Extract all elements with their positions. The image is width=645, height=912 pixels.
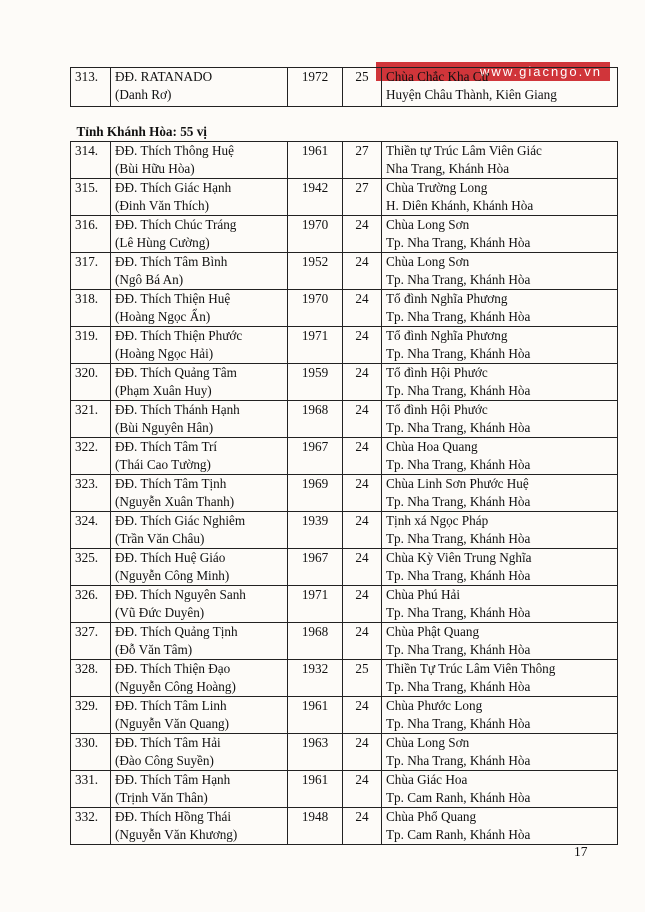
temple-name: Chùa Hoa Quang <box>386 439 478 454</box>
location-name: Tp. Nha Trang, Khánh Hòa <box>386 420 531 435</box>
monk-name: ĐĐ. RATANADO <box>115 69 213 84</box>
age-value: 27 <box>343 142 382 179</box>
birth-year: 1963 <box>288 734 343 771</box>
location-name: Tp. Nha Trang, Khánh Hòa <box>386 531 531 546</box>
monk-name: ĐĐ. Thích Hồng Thái <box>115 809 231 824</box>
location-name: Tp. Nha Trang, Khánh Hòa <box>386 346 531 361</box>
row-place-cell <box>382 401 618 438</box>
lay-name: (Phạm Xuân Huy) <box>115 383 212 398</box>
location-name: Tp. Nha Trang, Khánh Hòa <box>386 716 531 731</box>
row-name-cell <box>111 697 288 734</box>
birth-year: 1942 <box>288 179 343 216</box>
monk-name: ĐĐ. Thích Huệ Giáo <box>115 550 226 565</box>
row-name-cell <box>111 623 288 660</box>
birth-year: 1952 <box>288 253 343 290</box>
row-number: 320. <box>71 364 111 401</box>
age-value: 27 <box>343 179 382 216</box>
row-number: 314. <box>71 142 111 179</box>
table-row <box>71 808 618 845</box>
row-name-cell <box>111 401 288 438</box>
lay-name: (Thái Cao Tường) <box>115 457 211 472</box>
table-row <box>71 401 618 438</box>
lay-name: (Hoàng Ngọc Ẩn) <box>115 309 211 324</box>
temple-name: Thiền Tự Trúc Lâm Viên Thông <box>386 661 556 676</box>
row-place-cell <box>382 734 618 771</box>
table-row <box>71 771 618 808</box>
age-value: 24 <box>343 771 382 808</box>
lay-name: (Hoàng Ngọc Hải) <box>115 346 214 361</box>
temple-name: Tổ đình Nghĩa Phương <box>386 328 508 343</box>
lay-name: (Vũ Đức Duyên) <box>115 605 205 620</box>
lay-name: (Nguyễn Công Hoàng) <box>115 679 236 694</box>
row-number: 321. <box>71 401 111 438</box>
age-value: 24 <box>343 216 382 253</box>
row-number: 330. <box>71 734 111 771</box>
row-name-cell <box>111 475 288 512</box>
row-name-cell <box>111 808 288 845</box>
table-row <box>71 216 618 253</box>
row-number: 322. <box>71 438 111 475</box>
birth-year: 1939 <box>288 512 343 549</box>
birth-year: 1970 <box>288 290 343 327</box>
table-row <box>71 586 618 623</box>
row-place-cell <box>382 327 618 364</box>
birth-year: 1932 <box>288 660 343 697</box>
table-row <box>71 549 618 586</box>
row-number: 318. <box>71 290 111 327</box>
table-row <box>71 290 618 327</box>
lay-name: (Bùi Hữu Hòa) <box>115 161 195 176</box>
row-name-cell <box>111 216 288 253</box>
table-row <box>71 253 618 290</box>
row-number: 326. <box>71 586 111 623</box>
location-name: Tp. Nha Trang, Khánh Hòa <box>386 753 531 768</box>
lay-name: (Đỗ Văn Tâm) <box>115 642 193 657</box>
location-name: Tp. Nha Trang, Khánh Hòa <box>386 309 531 324</box>
monk-name: ĐĐ. Thích Thiện Phước <box>115 328 243 343</box>
lay-name: (Lê Hùng Cường) <box>115 235 210 250</box>
temple-name: Chùa Chắc Kha Cư <box>386 69 489 84</box>
table-row <box>71 660 618 697</box>
location-name: Tp. Cam Ranh, Khánh Hòa <box>386 827 531 842</box>
monk-name: ĐĐ. Thích Giác Nghiêm <box>115 513 246 528</box>
monk-name: ĐĐ. Thích Thiện Huệ <box>115 291 231 306</box>
row-name-cell <box>111 142 288 179</box>
location-name: Tp. Nha Trang, Khánh Hòa <box>386 605 531 620</box>
section-header-row <box>71 107 618 142</box>
monk-name: ĐĐ. Thích Chúc Tráng <box>115 217 237 232</box>
row-number: 331. <box>71 771 111 808</box>
birth-year: 1972 <box>288 68 343 107</box>
row-place-cell <box>382 290 618 327</box>
birth-year: 1967 <box>288 438 343 475</box>
temple-name: Chùa Long Sơn <box>386 217 470 232</box>
temple-name: Tổ đình Hội Phước <box>386 402 488 417</box>
row-number: 332. <box>71 808 111 845</box>
age-value: 24 <box>343 401 382 438</box>
row-name-cell <box>111 734 288 771</box>
temple-name: Chùa Phú Hải <box>386 587 460 602</box>
temple-name: Chùa Linh Sơn Phước Huệ <box>386 476 529 491</box>
temple-name: Chùa Phổ Quang <box>386 809 477 824</box>
temple-name: Tổ đình Hội Phước <box>386 365 488 380</box>
row-name-cell <box>111 512 288 549</box>
lay-name: (Danh Rơ) <box>115 87 172 102</box>
monk-name: ĐĐ. Thích Giác Hạnh <box>115 180 232 195</box>
birth-year: 1971 <box>288 586 343 623</box>
row-place-cell <box>382 216 618 253</box>
row-name-cell <box>111 179 288 216</box>
age-value: 24 <box>343 327 382 364</box>
lay-name: (Ngô Bá An) <box>115 272 184 287</box>
location-name: Tp. Nha Trang, Khánh Hòa <box>386 494 531 509</box>
monk-name: ĐĐ. Thích Tâm Bình <box>115 254 228 269</box>
page-number: 17 <box>574 844 588 859</box>
table-row <box>71 475 618 512</box>
age-value: 25 <box>343 68 382 107</box>
row-place-cell <box>382 253 618 290</box>
row-place-cell <box>382 179 618 216</box>
monk-name: ĐĐ. Thích Tâm Linh <box>115 698 227 713</box>
temple-name: Thiền tự Trúc Lâm Viên Giác <box>386 143 542 158</box>
table-row <box>71 68 618 107</box>
location-name: Nha Trang, Khánh Hòa <box>386 161 510 176</box>
row-place-cell <box>382 68 618 107</box>
monk-name: ĐĐ. Thích Tâm Hải <box>115 735 221 750</box>
birth-year: 1959 <box>288 364 343 401</box>
location-name: Tp. Nha Trang, Khánh Hòa <box>386 457 531 472</box>
birth-year: 1961 <box>288 697 343 734</box>
age-value: 24 <box>343 512 382 549</box>
row-place-cell <box>382 808 618 845</box>
row-place-cell <box>382 512 618 549</box>
location-name: Tp. Nha Trang, Khánh Hòa <box>386 383 531 398</box>
row-place-cell <box>382 438 618 475</box>
temple-name: Chùa Phật Quang <box>386 624 480 639</box>
row-name-cell <box>111 771 288 808</box>
age-value: 24 <box>343 586 382 623</box>
row-number: 316. <box>71 216 111 253</box>
row-number: 317. <box>71 253 111 290</box>
monk-name: ĐĐ. Thích Quảng Tịnh <box>115 624 238 639</box>
row-name-cell <box>111 253 288 290</box>
row-name-cell <box>111 290 288 327</box>
monk-name: ĐĐ. Thích Tâm Hạnh <box>115 772 231 787</box>
age-value: 24 <box>343 475 382 512</box>
row-number: 313. <box>71 68 111 107</box>
location-name: Tp. Nha Trang, Khánh Hòa <box>386 235 531 250</box>
location-name: Tp. Cam Ranh, Khánh Hòa <box>386 790 531 805</box>
table-row <box>71 364 618 401</box>
row-place-cell <box>382 660 618 697</box>
age-value: 24 <box>343 253 382 290</box>
table-row <box>71 179 618 216</box>
row-place-cell <box>382 475 618 512</box>
row-number: 324. <box>71 512 111 549</box>
temple-name: Tổ đình Nghĩa Phương <box>386 291 508 306</box>
row-name-cell <box>111 327 288 364</box>
table-row <box>71 623 618 660</box>
monk-name: ĐĐ. Thích Quảng Tâm <box>115 365 237 380</box>
temple-name: Tịnh xá Ngọc Pháp <box>386 513 489 528</box>
birth-year: 1961 <box>288 142 343 179</box>
monks-table <box>70 67 618 845</box>
row-name-cell <box>111 586 288 623</box>
table-row <box>71 697 618 734</box>
table-row <box>71 512 618 549</box>
row-name-cell <box>111 364 288 401</box>
row-number: 329. <box>71 697 111 734</box>
row-place-cell <box>382 623 618 660</box>
birth-year: 1961 <box>288 771 343 808</box>
temple-name: Chùa Giác Hoa <box>386 772 468 787</box>
lay-name: (Nguyễn Văn Quang) <box>115 716 230 731</box>
lay-name: (Nguyễn Công Minh) <box>115 568 230 583</box>
row-name-cell <box>111 68 288 107</box>
age-value: 24 <box>343 364 382 401</box>
location-name: Tp. Nha Trang, Khánh Hòa <box>386 679 531 694</box>
age-value: 24 <box>343 623 382 660</box>
table-row <box>71 734 618 771</box>
location-name: Tp. Nha Trang, Khánh Hòa <box>386 642 531 657</box>
row-number: 325. <box>71 549 111 586</box>
birth-year: 1969 <box>288 475 343 512</box>
birth-year: 1967 <box>288 549 343 586</box>
monk-name: ĐĐ. Thích Tâm Tịnh <box>115 476 227 491</box>
temple-name: Chùa Phước Long <box>386 698 483 713</box>
monk-name: ĐĐ. Thích Thông Huệ <box>115 143 234 158</box>
lay-name: (Bùi Nguyên Hân) <box>115 420 214 435</box>
location-name: Huyện Châu Thành, Kiên Giang <box>386 87 557 102</box>
birth-year: 1968 <box>288 623 343 660</box>
row-place-cell <box>382 142 618 179</box>
watermark-logo: www.giacngo.vn <box>376 62 610 81</box>
age-value: 24 <box>343 734 382 771</box>
row-number: 319. <box>71 327 111 364</box>
row-name-cell <box>111 438 288 475</box>
temple-name: Chùa Long Sơn <box>386 735 470 750</box>
lay-name: (Đào Công Suyền) <box>115 753 214 768</box>
table-row <box>71 142 618 179</box>
lay-name: (Nguyễn Văn Khương) <box>115 827 238 842</box>
lay-name: (Nguyễn Xuân Thanh) <box>115 494 235 509</box>
lay-name: (Đinh Văn Thích) <box>115 198 210 213</box>
monk-name: ĐĐ. Thích Thiện Đạo <box>115 661 231 676</box>
age-value: 24 <box>343 290 382 327</box>
location-name: H. Diên Khánh, Khánh Hòa <box>386 198 534 213</box>
birth-year: 1968 <box>288 401 343 438</box>
age-value: 24 <box>343 808 382 845</box>
row-place-cell <box>382 771 618 808</box>
monk-name: ĐĐ. Thích Thánh Hạnh <box>115 402 240 417</box>
row-place-cell <box>382 364 618 401</box>
birth-year: 1948 <box>288 808 343 845</box>
age-value: 24 <box>343 697 382 734</box>
temple-name: Chùa Trường Long <box>386 180 488 195</box>
age-value: 24 <box>343 438 382 475</box>
table-row <box>71 438 618 475</box>
row-place-cell <box>382 549 618 586</box>
age-value: 24 <box>343 549 382 586</box>
temple-name: Chùa Kỳ Viên Trung Nghĩa <box>386 550 532 565</box>
row-name-cell <box>111 660 288 697</box>
birth-year: 1970 <box>288 216 343 253</box>
location-name: Tp. Nha Trang, Khánh Hòa <box>386 272 531 287</box>
row-place-cell <box>382 697 618 734</box>
temple-name: Chùa Long Sơn <box>386 254 470 269</box>
table-row <box>71 327 618 364</box>
row-number: 328. <box>71 660 111 697</box>
section-title: Tỉnh Khánh Hòa: 55 vị <box>71 107 618 142</box>
row-number: 323. <box>71 475 111 512</box>
location-name: Tp. Nha Trang, Khánh Hòa <box>386 568 531 583</box>
age-value: 25 <box>343 660 382 697</box>
birth-year: 1971 <box>288 327 343 364</box>
lay-name: (Trần Văn Châu) <box>115 531 205 546</box>
monk-name: ĐĐ. Thích Tâm Trí <box>115 439 218 454</box>
row-number: 327. <box>71 623 111 660</box>
row-number: 315. <box>71 179 111 216</box>
row-name-cell <box>111 549 288 586</box>
lay-name: (Trịnh Văn Thân) <box>115 790 208 805</box>
monk-name: ĐĐ. Thích Nguyên Sanh <box>115 587 246 602</box>
row-place-cell <box>382 586 618 623</box>
